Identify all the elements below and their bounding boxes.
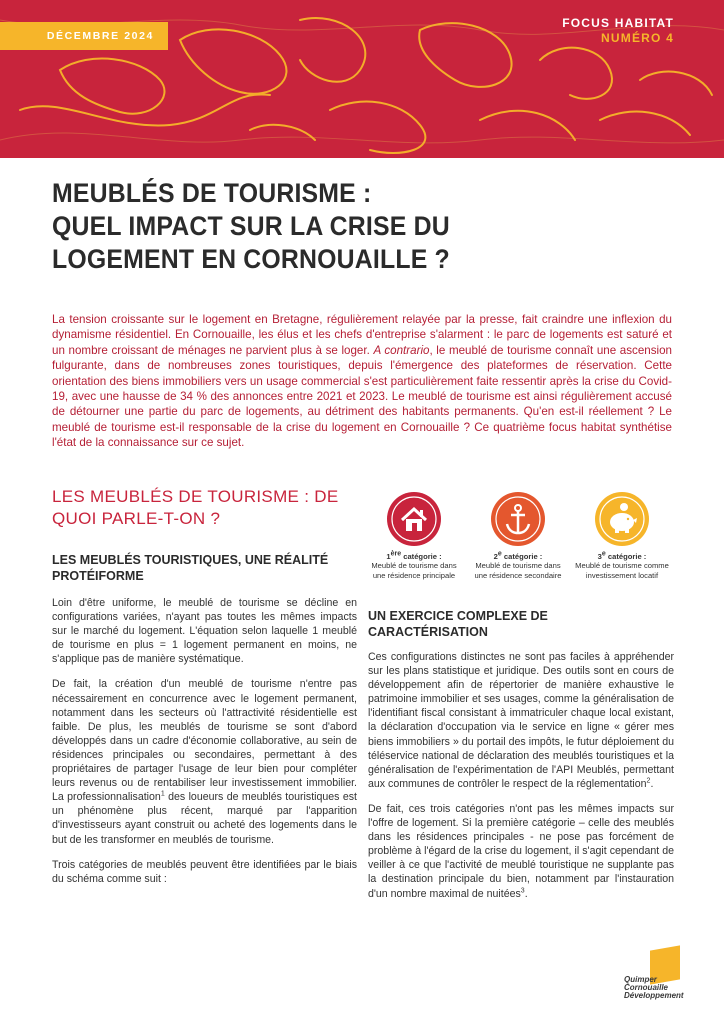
category-3 xyxy=(572,492,672,580)
title-line-1: MEUBLÉS DE TOURISME : xyxy=(52,178,372,208)
left-paragraph-1: Loin d'être uniforme, le meublé de tourisme se décline en configurations variées, n'ayant pas toutes les mêmes impacts sur le marché du logement. L'équation selon laquelle 1 meublé de tourisme en plus = 1 logement permanent en moins, ne s'applique pas de manière systématique. xyxy=(52,597,357,666)
intro-paragraph xyxy=(52,312,672,451)
left-paragraph-3: Trois catégories de meublés peuvent être identifiées par le biais du schéma comme suit : xyxy=(52,858,357,885)
header-banner xyxy=(0,0,724,158)
intro-text-2: , le meublé de tourisme connaît une ascension fulgurante, dans de nombreuses zones touristiques, depuis l'émergence des plateformes de réservation. Cette orientation des biens immobiliers vers un usage commercial s'est particulièrement faite ressentir après la crise du Covid-19, avec une hausse de 34 % des annonces entre 2021 et 2023. Le meublé de tourisme est ainsi régulièrement accusé de détourner une partie du parc de logements, au détriment des habitants permanents. Qu'en est-il réellement ? Le meublé de tourisme est-il responsable de la crise du logement en Cornouaille ? Ce quatrième focus habitat synthétise l'état de la connaissance sur ce sujet. xyxy=(52,343,672,450)
intro-text-1: La tension croissante sur le logement en Bretagne, régulièrement relayée par la presse, fait craindre une inflexion du dynamisme résidentiel. En Cornouaille, les élus et les chefs d'entreprise s'alarment : le parc de logements est saturé et un nombre croissant de ménages ne parvient plus à se loger. xyxy=(52,313,672,357)
house-icon xyxy=(387,492,441,546)
category-3-description: Meublé de tourisme comme investissement locatif xyxy=(575,561,669,580)
series-label xyxy=(562,16,674,46)
right-paragraph-2 xyxy=(368,802,674,901)
right-paragraph-1 xyxy=(368,650,674,791)
logo-line-2: Cornouaille xyxy=(624,983,669,992)
logo-line-3: Développement xyxy=(624,991,684,1000)
category-2-description: Meublé de tourisme dans une résidence secondaire xyxy=(474,561,562,580)
category-2-caption: 2e catégorie : Meublé de tourisme dans une résidence secondaire xyxy=(474,550,562,580)
left-paragraph-2 xyxy=(52,677,357,846)
right-paragraph-1-text-a: Ces configurations distinctes ne sont pas faciles à appréhender sur les plans statistique et juridique. Des outils sont en cours de développement afin de répertorier de manière exhaustive le patrimoine immobilier et ses usages, comme la généralisation de l'identifiant fiscal consistant à immatriculer chaque local existant, la déclaration d'occupation via le service en ligne « gérer mes biens immobiliers » du portail des impôts, le futur déploiement du téléservice national de déclaration des meublés touristiques et la généralisation de l'expérimentation de l'API Meublés, permettant aux communes de contrôler le respect de la réglementation xyxy=(368,651,674,790)
category-1-caption: 1ère catégorie : Meublé de tourisme dans une résidence principale xyxy=(371,550,457,580)
category-3-caption: 3e catégorie : Meublé de tourisme comme investissement locatif xyxy=(575,550,669,580)
intro-italic: A contrario xyxy=(373,343,430,357)
issue-number: NUMÉRO 4 xyxy=(601,31,674,45)
anchor-icon xyxy=(491,492,545,546)
subheading-caracterisation: UN EXERCICE COMPLEXE DE CARACTÉRISATION xyxy=(368,609,548,639)
left-paragraph-2-text-a: De fait, la création d'un meublé de tourisme n'entre pas nécessairement en concurrence avec le logement permanent, notamment dans les secteurs où l'attractivité résidentielle est faible. De plus, les meublés de tourisme se sont d'abord développés dans un cadre d'économie collaborative, au sein de résidences principales ou secondaires, permettant à des propriétaires de partager l'usage de leur bien pour compléter leurs revenus ou de rentabiliser leur investissement immobilier. La professionnalisation xyxy=(52,678,357,804)
categories-diagram xyxy=(364,492,674,600)
title-line-2: QUEL IMPACT SUR LA CRISE DU xyxy=(52,211,450,241)
right-column xyxy=(368,650,674,912)
footnote-ref-1[interactable]: 1 xyxy=(160,790,165,798)
logo-line-1: Quimper xyxy=(624,975,657,984)
footnote-ref-2[interactable]: 2 xyxy=(646,777,651,785)
right-paragraph-1-text-b: . xyxy=(650,777,654,790)
title-line-3: LOGEMENT EN CORNOUAILLE ? xyxy=(52,244,450,274)
series-name: FOCUS HABITAT xyxy=(562,16,674,30)
right-paragraph-2-text-a: De fait, ces trois catégories n'ont pas les mêmes impacts sur l'offre de logement. Si la première catégorie – celle des meublés dans les résidences principales - ne pose pas forcément de problème à l'égard de la crise du logement, il s'agit cependant de veiller à ce que l'activité de meublé touristique ne supplante pas la destination principale du bien, notamment par l'instauration d'un nombre maximal de nuitées xyxy=(368,802,674,900)
left-paragraph-2-text-b: des loueurs de meublés touristiques est un phénomène plus récent, marqué par l'apparition d'investisseurs ayant construit ou acheté des logements dans le but de les transformer en meublés de tourisme. xyxy=(52,791,357,846)
category-1 xyxy=(364,492,464,580)
section-title: LES MEUBLÉS DE TOURISME : DE QUOI PARLE-T-ON ? xyxy=(52,487,339,528)
footnote-ref-3[interactable]: 3 xyxy=(520,886,525,894)
category-2 xyxy=(468,492,568,580)
page-title xyxy=(52,177,622,276)
qcd-logo xyxy=(624,948,700,1008)
logo-text xyxy=(624,976,700,1000)
subheading-proteiforme: LES MEUBLÉS TOURISTIQUES, UNE RÉALITÉ PROTÉIFORME xyxy=(52,553,329,583)
piggy-bank-icon xyxy=(595,492,649,546)
right-paragraph-2-text-b: . xyxy=(524,887,528,900)
date-tab: DÉCEMBRE 2024 xyxy=(0,22,168,50)
category-1-description: Meublé de tourisme dans une résidence principale xyxy=(371,561,457,580)
left-column xyxy=(52,596,357,897)
